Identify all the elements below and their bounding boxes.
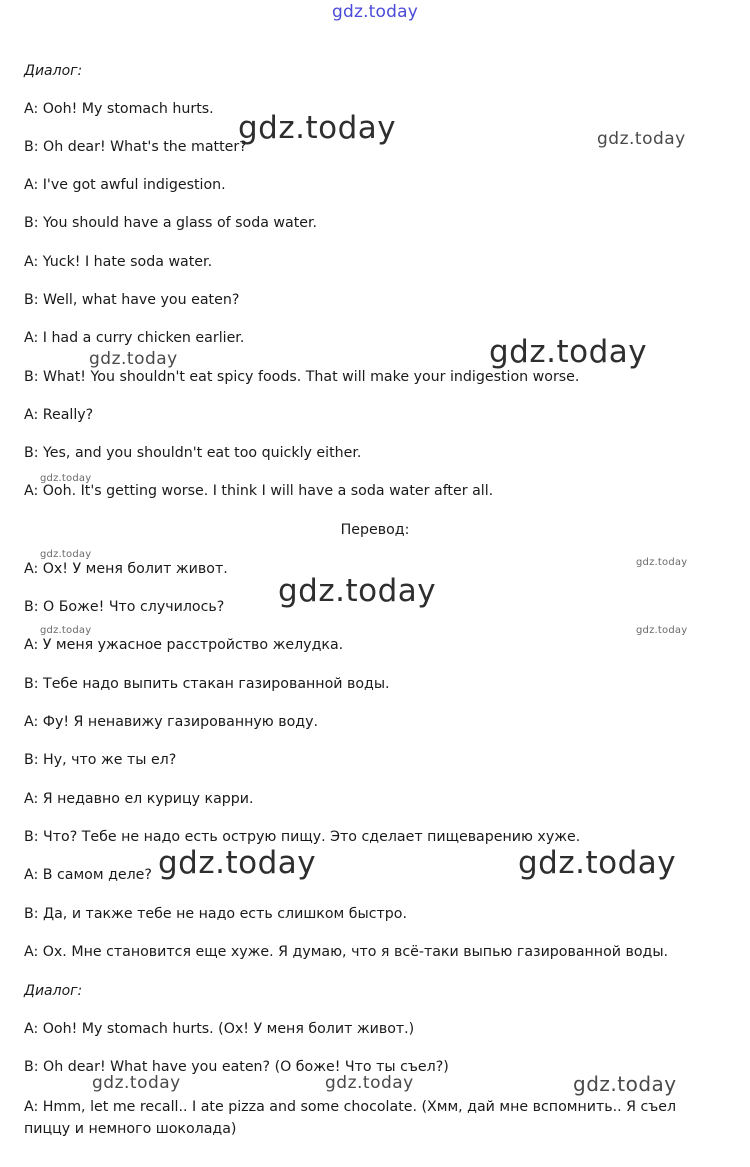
- dialog1-line-1: A: Ooh! My stomach hurts.: [24, 101, 214, 117]
- dialog1-line-2: B: Oh dear! What's the matter?: [24, 139, 247, 155]
- dialog2-line-3: A: Hmm, let me recall.. I ate pizza and some chocolate. (Хмм, дай мне вспомнить.. Я съел пиццу и немного шоколада): [24, 1099, 677, 1137]
- watermark: gdz.today: [40, 549, 92, 560]
- dialog1-line-11: A: Ooh. It's getting worse. I think I will have a soda water after all.: [24, 483, 494, 499]
- dialog1-line-5: A: Yuck! I hate soda water.: [24, 254, 213, 270]
- dialog1-line-4: B: You should have a glass of soda water.: [24, 215, 318, 231]
- watermark: gdz.today: [518, 845, 677, 881]
- watermark: gdz.today: [278, 573, 437, 609]
- translation-line-9: A: В самом деле?: [24, 867, 152, 883]
- dialog1-line-10: B: Yes, and you shouldn't eat too quickly either.: [24, 445, 362, 461]
- watermark: gdz.today: [92, 1073, 181, 1093]
- section3-heading: Диалог:: [24, 983, 83, 999]
- watermark: gdz.today: [636, 557, 688, 568]
- dialog1-line-6: B: Well, what have you eaten?: [24, 292, 240, 308]
- watermark: gdz.today: [158, 845, 317, 881]
- translation-line-4: B: Тебе надо выпить стакан газированной воды.: [24, 676, 390, 692]
- watermark: gdz.today: [238, 110, 397, 146]
- translation-line-10: B: Да, и также тебе не надо есть слишком быстро.: [24, 906, 407, 922]
- dialog2-line-1: A: Ooh! My stomach hurts. (Ох! У меня болит живот.): [24, 1021, 415, 1037]
- dialog1-line-3: A: I've got awful indigestion.: [24, 177, 226, 193]
- translation-line-5: A: Фу! Я ненавижу газированную воду.: [24, 714, 318, 730]
- watermark: gdz.today: [573, 1072, 677, 1096]
- dialog1-line-7: A: I had a curry chicken earlier.: [24, 330, 245, 346]
- dialog1-line-8: B: What! You shouldn't eat spicy foods. That will make your indigestion worse.: [24, 369, 580, 385]
- translation-line-1: A: Ох! У меня болит живот.: [24, 561, 228, 577]
- section1-heading: Диалог:: [24, 63, 83, 79]
- watermark: gdz.today: [89, 349, 178, 369]
- translation-line-2: B: О Боже! Что случилось?: [24, 599, 225, 615]
- translation-line-3: A: У меня ужасное расстройство желудка.: [24, 637, 344, 653]
- translation-line-6: B: Ну, что же ты ел?: [24, 752, 177, 768]
- dialog1-line-9: A: Really?: [24, 407, 94, 423]
- watermark: gdz.today: [489, 334, 648, 370]
- translation-line-8: B: Что? Тебе не надо есть острую пищу. Это сделает пищеварению хуже.: [24, 829, 581, 845]
- dialog2-line-2: B: Oh dear! What have you eaten? (О боже! Что ты съел?): [24, 1059, 449, 1075]
- watermark: gdz.today: [325, 1073, 414, 1093]
- watermark: gdz.today: [597, 129, 686, 149]
- watermark: gdz.today: [636, 625, 688, 636]
- watermark: gdz.today: [40, 625, 92, 636]
- translation-line-7: A: Я недавно ел курицу карри.: [24, 791, 254, 807]
- translation-heading: Перевод:: [340, 522, 410, 538]
- watermark: gdz.today: [40, 473, 92, 484]
- site-header-watermark: gdz.today: [331, 2, 419, 22]
- translation-line-11: A: Ох. Мне становится еще хуже. Я думаю, что я всё-таки выпью газированной воды.: [24, 944, 669, 960]
